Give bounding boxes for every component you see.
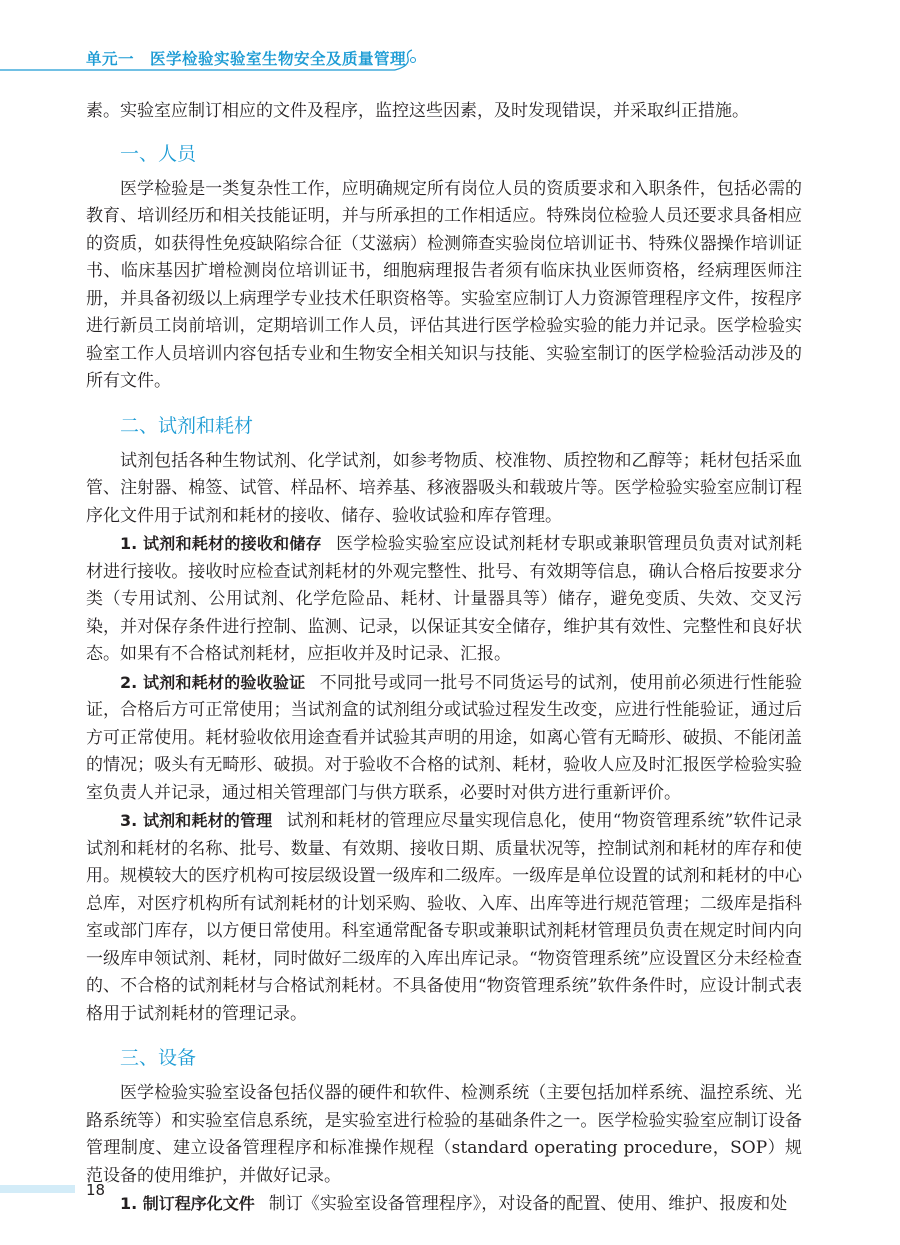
section-heading-equipment: 三、设备 [120, 1047, 197, 1069]
page-header [0, 0, 900, 80]
item-body: 医学检验实验室应设试剂耗材专职或兼职管理员负责对试剂耗材进行接收。接收时应检查试剂耗材的外观完整性、批号、有效期等信息，确认合格后按要求分类（专用试剂、公用试剂、化学危险品、耗材、计量器具等）储存，避免变质、失效、交叉污染，并对保存条件进行控制、监测、记录，以保证其安全储存，维护其有效性、完整性和良好状态。如果有不合格试剂耗材，应拒收并及时记录、汇报。 [86, 534, 802, 664]
item-heading: 1. 制订程序化文件 [120, 1194, 255, 1213]
item-heading: 2. 试剂和耗材的验收验证 [120, 672, 306, 692]
item-body: 试剂和耗材的管理应尽量实现信息化，使用“物资管理系统”软件记录试剂和耗材的名称、批号、数量、有效期、接收日期、质量状况等，控制试剂和耗材的库存和使用。规模较大的医疗机构可按层级设置一级库和二级库。一级库是单位设置的试剂和耗材的中心总库，对医疗机构所有试剂耗材的计划采购、验收、入库、出库等进行规范管理；二级库是指科室或部门库存，以方便日常使用。科室通常配备专职或兼职试剂耗材管理员负责在规定时间内向一级库申领试剂、耗材，同时做好二级库的入库出库记录。“物资管理系统”应设置区分未经检查的、不合格的试剂耗材与合格试剂耗材。不具备使用“物资管理系统”软件条件时，应设计制式表格用于试剂耗材的管理记录。 [86, 811, 802, 1024]
personnel-paragraph: 医学检验是一类复杂性工作，应明确规定所有岗位人员的资质要求和入职条件，包括必需的教育、培训经历和相关技能证明，并与所承担的工作相适应。特殊岗位检验人员还要求具备相应的资质，如获得性免疫缺陷综合征（艾滋病）检测筛查实验岗位培训证书、特殊仪器操作培训证书、临床基因扩增检测岗位培训证书，细胞病理报告者须有临床执业医师资格，经病理医师注册，并具备初级以上病理学专业技术任职资格等。实验室应制订人力资源管理程序文件，按程序进行新员工岗前培训，定期培训工作人员，评估其进行医学检验实验的能力并记录。医学检验实验室工作人员培训内容包括专业和生物安全相关知识与技能、实验室制订的医学检验活动涉及的所有文件。 [86, 178, 802, 391]
item-body: 制订《实验室设备管理程序》，对设备的配置、使用、维护、报废和处 [268, 1194, 788, 1214]
unit-title: 单元一 医学检验实验室生物安全及质量管理 [86, 50, 407, 68]
reagents-item-receiving [86, 530, 802, 669]
item-body: 不同批号或同一批号不同货运号的试剂，使用前必须进行性能验证，合格后方可正常使用；当试剂盒的试剂组分或试验过程发生改变，应进行性能验证，通过后方可正常使用。耗材验收依用途查看并试验其声明的用途，如离心管有无畸形、破损、不能闭盖的情况；吸头有无畸形、破损。对于验收不合格的试剂、耗材，验收人应及时汇报医学检验实验室负责人并记录，通过相关管理部门与供方联系，必要时对供方进行重新评价。 [86, 672, 802, 803]
item-heading: 3. 试剂和耗材的管理 [120, 811, 273, 830]
page-number: 18 [86, 1181, 106, 1199]
section-heading-reagents: 二、试剂和耗材 [120, 414, 254, 437]
equipment-item-documents [86, 1190, 802, 1219]
footer-accent-bar [0, 1185, 75, 1193]
equipment-paragraph: 医学检验实验室设备包括仪器的硬件和软件、检测系统（主要包括加样系统、温控系统、光路系统等）和实验室信息系统，是实验室进行检验的基础条件之一。医学检验实验室应制订设备管理制度、建立设备管理程序和标准操作规程（standard operating procedure，SOP）规范设备的使用维护，并做好记录。 [86, 1083, 802, 1186]
intro-paragraph: 素。实验室应制订相应的文件及程序，监控这些因素，及时发现错误，并采取纠正措施。 [86, 101, 749, 121]
item-heading: 1. 试剂和耗材的接收和储存 [120, 534, 322, 553]
section-heading-personnel: 一、人员 [120, 142, 197, 165]
reagents-item-verification [86, 669, 802, 808]
reagents-item-management [86, 807, 802, 1028]
page-body [86, 98, 802, 1219]
reagents-paragraph: 试剂包括各种生物试剂、化学试剂，如参考物质、校准物、质控物和乙醇等；耗材包括采血管、注射器、棉签、试管、样品杯、培养基、移液器吸头和载玻片等。医学检验实验室应制订程序化文件用于试剂和耗材的接收、储存、验收试验和库存管理。 [86, 450, 802, 526]
